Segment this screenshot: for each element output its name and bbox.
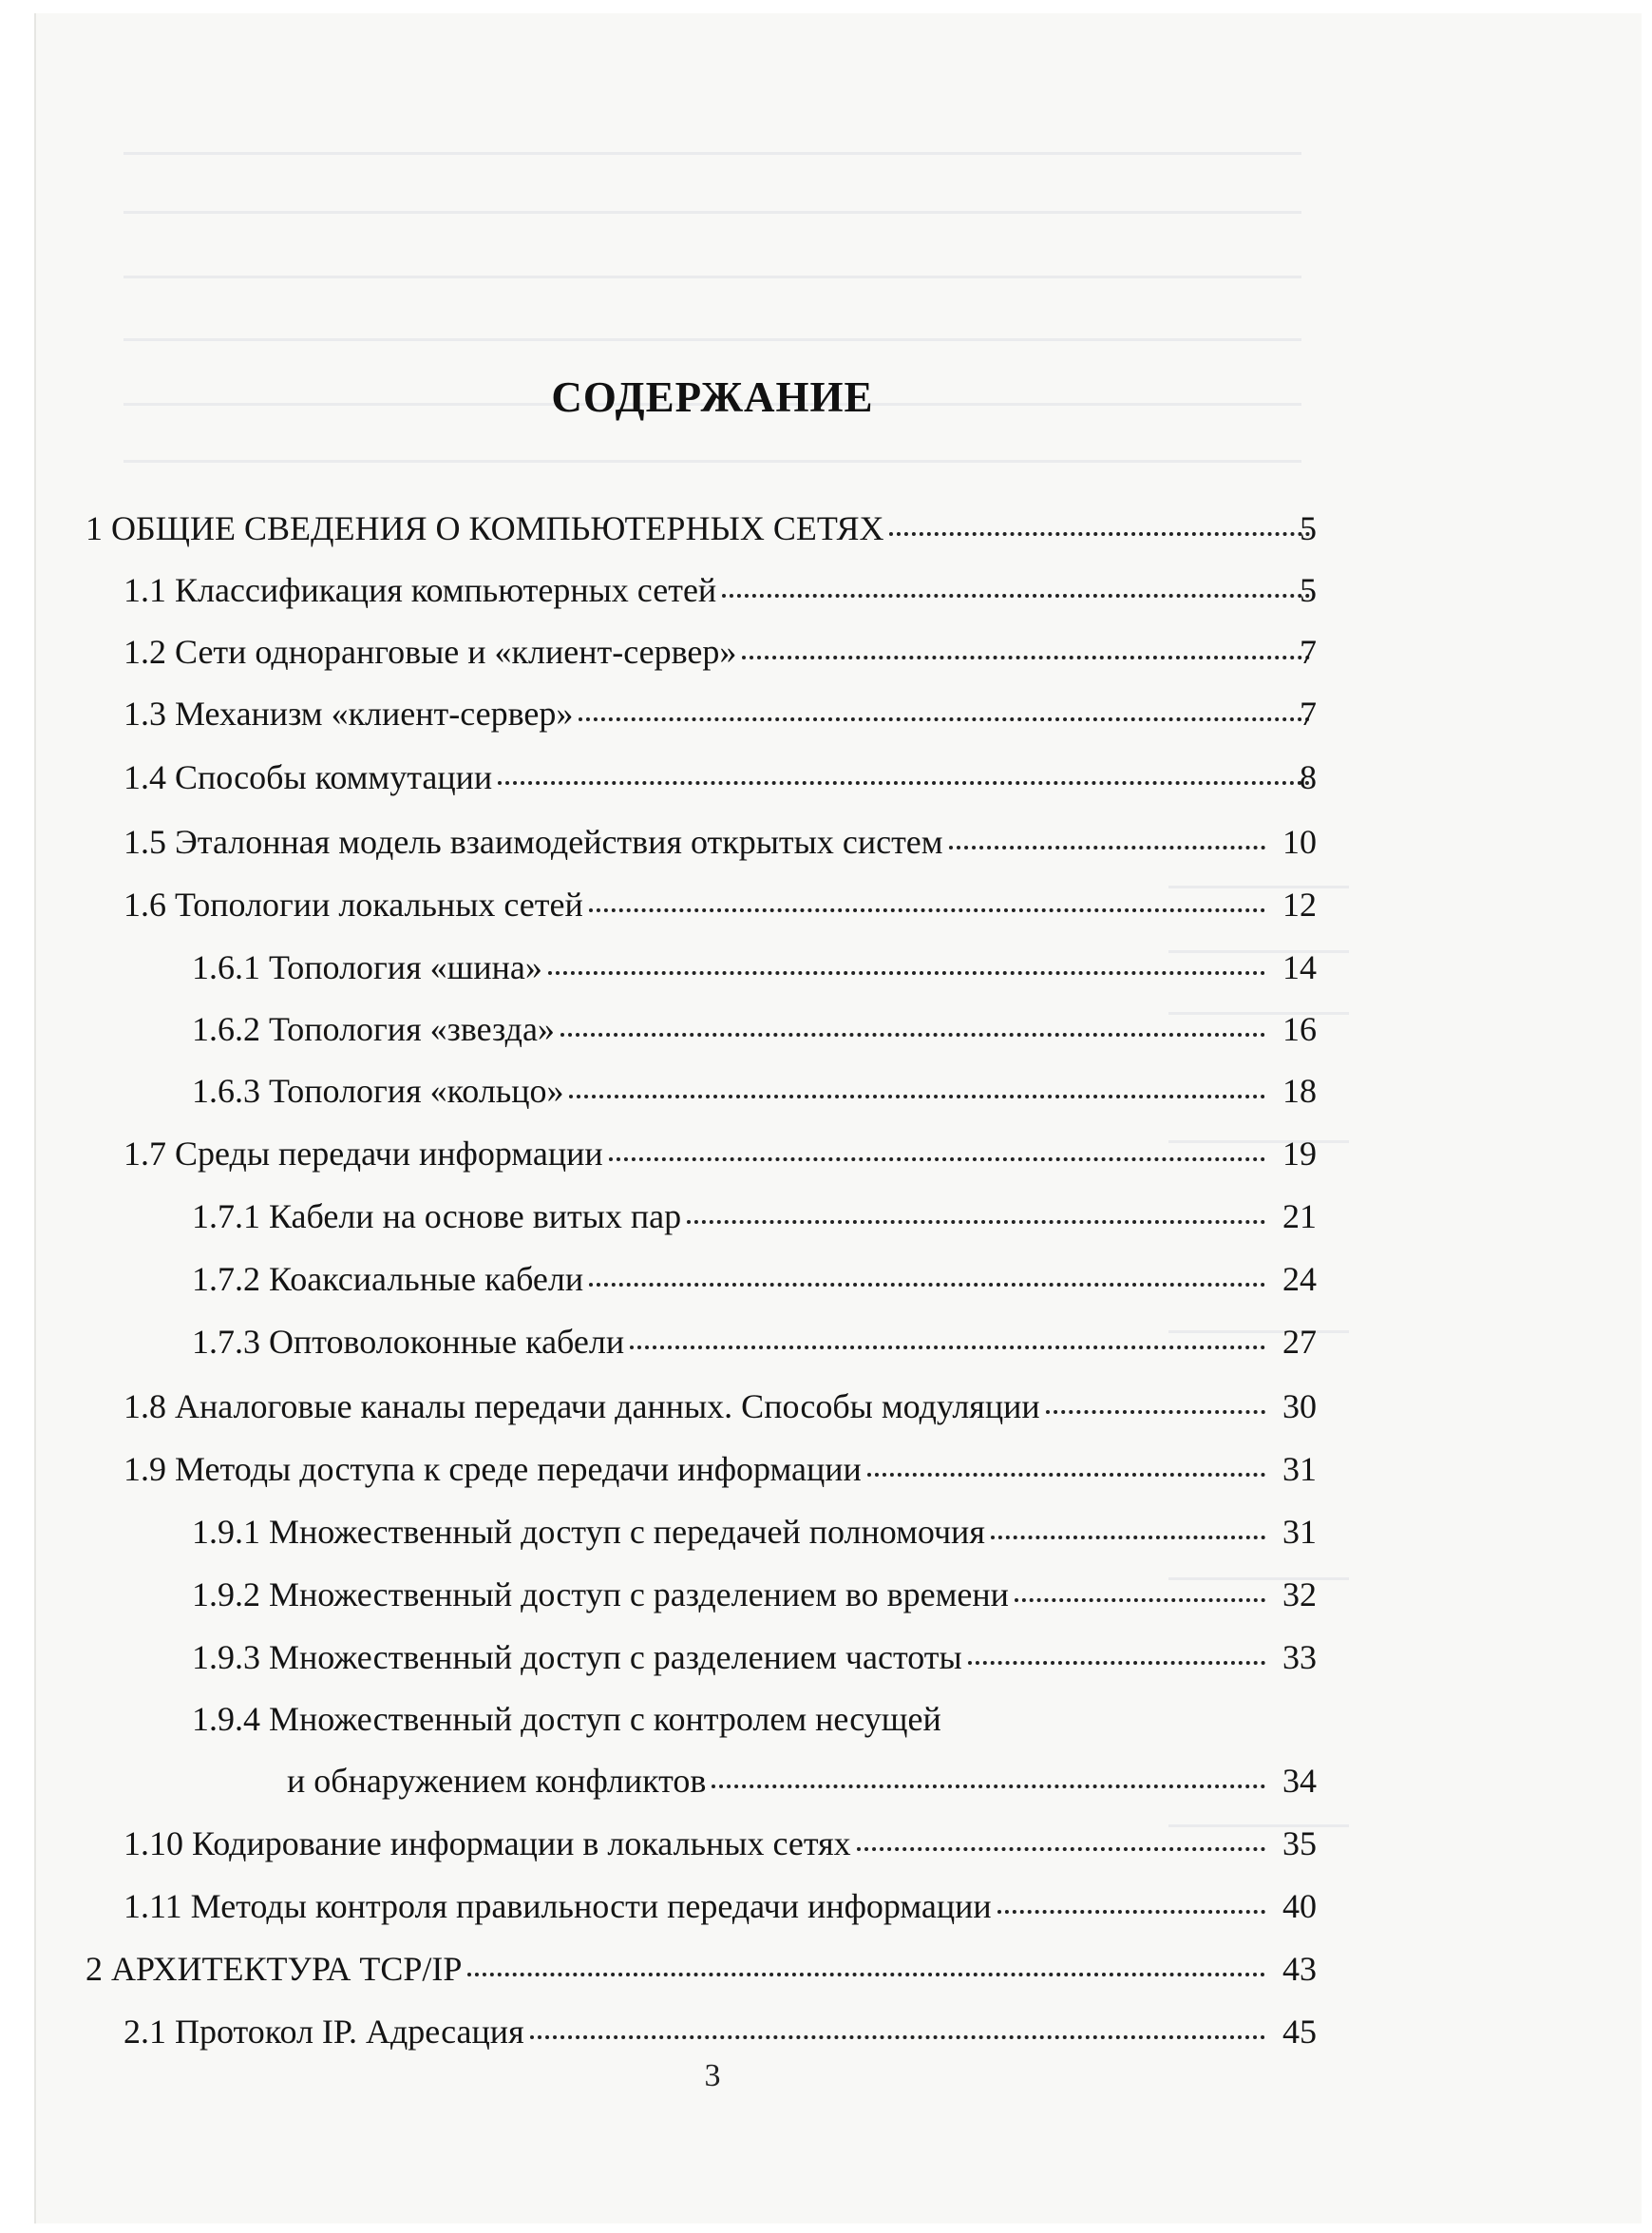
- toc-entry[interactable]: [0, 1190, 1652, 1243]
- toc-entry[interactable]: [0, 1505, 1652, 1558]
- toc-entry[interactable]: [0, 1002, 1652, 1056]
- toc-entry-page: 5: [1300, 571, 1317, 609]
- toc-entry-page: 24: [1282, 1260, 1317, 1298]
- toc-entry-page: 43: [1282, 1950, 1317, 1988]
- toc-entry-title: 1.11 Методы контроля правильности передачи информации: [123, 1887, 992, 1925]
- dot-leader: [560, 1023, 1265, 1037]
- toc-entry[interactable]: [0, 751, 1652, 804]
- toc-entry-title: 1.9 Методы доступа к среде передачи информации: [123, 1450, 862, 1488]
- toc-entry-page: 8: [1300, 758, 1317, 796]
- toc-entry-title: 2.1 Протокол IP. Адресация: [123, 2013, 524, 2051]
- toc-entry-page: 5: [1300, 509, 1317, 547]
- toc-entry-title: 1.7.2 Коаксиальные кабели: [192, 1260, 584, 1298]
- dot-leader: [968, 1651, 1265, 1665]
- dot-leader: [609, 1148, 1265, 1161]
- dot-leader: [498, 772, 1310, 785]
- toc-entry[interactable]: [0, 1631, 1652, 1684]
- toc-entry-page: 12: [1282, 886, 1317, 924]
- dot-leader: [630, 1336, 1265, 1349]
- dot-leader: [589, 899, 1265, 912]
- toc-entry-title: 1.4 Способы коммутации: [123, 758, 493, 796]
- dot-leader: [687, 1211, 1265, 1224]
- toc-entry-title: 1.7 Среды передачи информации: [123, 1135, 603, 1173]
- toc-entry-title: 1.1 Классификация компьютерных сетей: [123, 571, 717, 609]
- toc-entry-page: 27: [1282, 1323, 1317, 1361]
- toc-entry[interactable]: [0, 1754, 1652, 1807]
- toc-entry[interactable]: [0, 687, 1652, 740]
- dot-leader: [889, 523, 1310, 536]
- toc-entry-title: 1.9.1 Множественный доступ с передачей полномочия: [192, 1513, 985, 1551]
- toc-entry[interactable]: [0, 1568, 1652, 1621]
- toc-entry-title: 1.10 Кодирование информации в локальных сетях: [123, 1824, 851, 1862]
- toc-entry[interactable]: [0, 1252, 1652, 1306]
- toc-entry-title: 2 АРХИТЕКТУРА TCP/IP: [85, 1950, 463, 1988]
- toc-entry-title: 1.7.3 Оптоволоконные кабели: [192, 1323, 625, 1361]
- toc-entry[interactable]: [0, 1315, 1652, 1368]
- toc-entry-title: 1.5 Эталонная модель взаимодействия открытых систем: [123, 823, 943, 861]
- dot-leader: [1046, 1401, 1265, 1414]
- dot-leader: [569, 1085, 1265, 1098]
- toc-entry-page: 31: [1282, 1513, 1317, 1551]
- toc-entry-title: 1.8 Аналоговые каналы передачи данных. Способы модуляции: [123, 1387, 1040, 1425]
- toc-entry[interactable]: [0, 1442, 1652, 1496]
- toc-entry-page: 7: [1300, 695, 1317, 733]
- toc-entry-page: 45: [1282, 2013, 1317, 2051]
- toc-entry-title: 1.6.3 Топология «кольцо»: [192, 1072, 564, 1110]
- dot-leader: [530, 2026, 1265, 2039]
- toc-entry[interactable]: [0, 1817, 1652, 1870]
- toc-entry[interactable]: [0, 625, 1652, 678]
- dot-leader: [991, 1526, 1265, 1539]
- toc-entry-title: 1.3 Механизм «клиент-сервер»: [123, 695, 574, 733]
- toc-entry[interactable]: [0, 878, 1652, 931]
- toc-entry[interactable]: [0, 941, 1652, 994]
- toc-entry-page: 32: [1282, 1575, 1317, 1613]
- toc-entry[interactable]: [0, 1380, 1652, 1433]
- dot-leader: [579, 708, 1310, 721]
- toc-entry-page: 7: [1300, 633, 1317, 671]
- dot-leader: [712, 1775, 1265, 1788]
- dot-leader: [1015, 1589, 1265, 1602]
- dot-leader: [997, 1900, 1265, 1914]
- toc-entry[interactable]: [0, 2005, 1652, 2058]
- dot-leader: [722, 584, 1310, 598]
- toc-entry[interactable]: [0, 1880, 1652, 1933]
- toc-entry-title: 1.6.1 Топология «шина»: [192, 948, 542, 986]
- toc-entry[interactable]: [0, 815, 1652, 868]
- toc-entry-title: 1 ОБЩИЕ СВЕДЕНИЯ О КОМПЬЮТЕРНЫХ СЕТЯХ: [85, 509, 884, 547]
- toc-entry[interactable]: [0, 1942, 1652, 1995]
- dot-leader: [949, 836, 1265, 849]
- toc-entry-title: 1.6 Топологии локальных сетей: [123, 886, 583, 924]
- toc-entry-title: 1.6.2 Топология «звезда»: [192, 1010, 555, 1048]
- toc-entry-page: 10: [1282, 823, 1317, 861]
- dot-leader: [857, 1838, 1265, 1851]
- page-title: СОДЕРЖАНИЕ: [551, 373, 874, 421]
- toc-entry-page: 35: [1282, 1824, 1317, 1862]
- toc-entry-page: 14: [1282, 948, 1317, 986]
- toc-entry[interactable]: [0, 1127, 1652, 1180]
- toc-entry-page: 18: [1282, 1072, 1317, 1110]
- page-number: 3: [704, 2058, 721, 2093]
- dot-leader: [548, 962, 1265, 975]
- toc-entry-page: 40: [1282, 1887, 1317, 1925]
- toc-entry-page: 31: [1282, 1450, 1317, 1488]
- dot-leader: [867, 1463, 1265, 1477]
- toc-entry-page: 19: [1282, 1135, 1317, 1173]
- toc-entry-title: 1.9.2 Множественный доступ с разделением во времени: [192, 1575, 1009, 1613]
- toc-entry[interactable]: [0, 1064, 1652, 1117]
- toc-entry-page: 16: [1282, 1010, 1317, 1048]
- toc-entry-page: 34: [1282, 1762, 1317, 1800]
- toc-entry-title: 1.7.1 Кабели на основе витых пар: [192, 1197, 682, 1235]
- dot-leader: [742, 646, 1310, 659]
- toc-entry-title: 1.9.3 Множественный доступ с разделением частоты: [192, 1638, 962, 1676]
- toc-entry-page: 30: [1282, 1387, 1317, 1425]
- dot-leader: [589, 1273, 1265, 1287]
- toc-entry[interactable]: [0, 502, 1652, 555]
- toc-entry-title: 1.2 Сети одноранговые и «клиент-сервер»: [123, 633, 737, 671]
- toc-entry[interactable]: [0, 563, 1652, 617]
- toc-entry-title[interactable]: 1.9.4 Множественный доступ с контролем несущей: [192, 1700, 941, 1738]
- dot-leader: [467, 1963, 1265, 1976]
- toc-entry-page: 21: [1282, 1197, 1317, 1235]
- toc-entry-page: 33: [1282, 1638, 1317, 1676]
- toc-entry-title-continuation: и обнаружением конфликтов: [287, 1762, 707, 1800]
